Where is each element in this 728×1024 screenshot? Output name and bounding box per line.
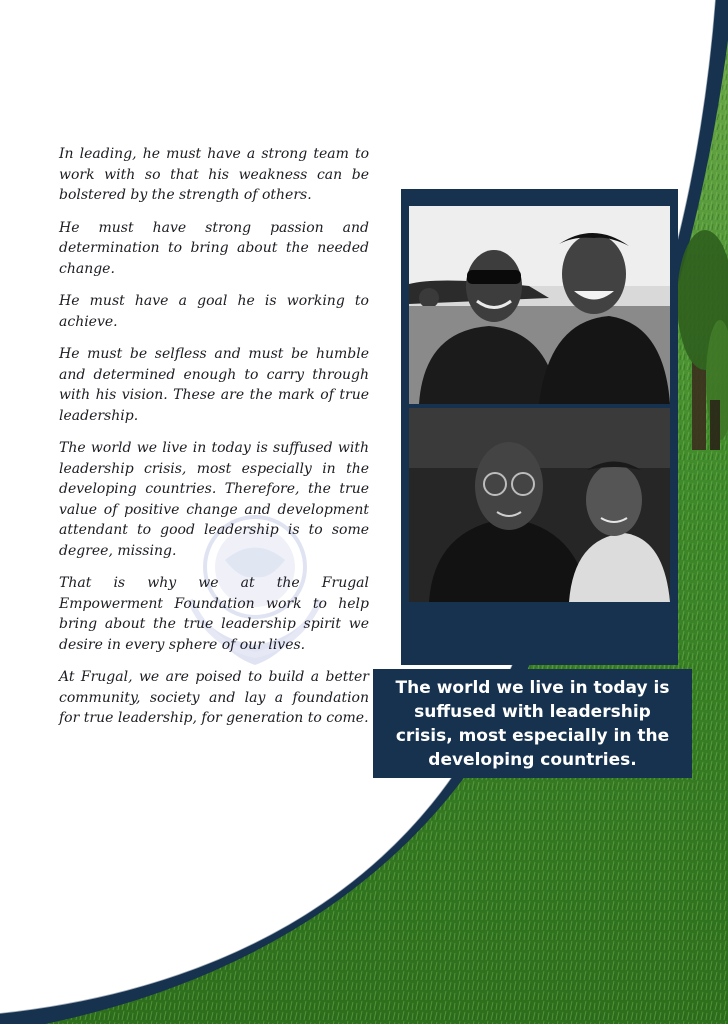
callout-text: The world we live in today is suffused with leadership crisis, most especially in the developing countries. — [395, 677, 670, 770]
body-text — [59, 144, 369, 729]
photo-frame — [401, 189, 678, 665]
paragraph-frugal: At Frugal, we are poised to build a better community, society and lay a foundation for true leadership, for generation to come. — [59, 669, 369, 726]
photo-bottom — [409, 408, 670, 602]
callout-quote — [373, 669, 692, 778]
paragraph-passion: He must have strong passion and determination to bring about the needed change. — [59, 219, 369, 277]
paragraph-team: In leading, he must have a strong team to work with so that his weakness can be bolstered by the strength of others. — [59, 146, 369, 203]
paragraph-goal: He must have a goal he is working to achieve. — [59, 293, 369, 330]
paragraph-foundation: That is why we at the Frugal Empowerment Foundation work to help bring about the true leadership spirit we desire in every sphere of our lives. — [59, 575, 369, 653]
paragraph-crisis: The world we live in today is suffused with leadership crisis, most especially in the developing countries. Therefore, the true value of positive change and development attendant to good leadership is to some degree, missing. — [59, 440, 369, 559]
paragraph-selfless: He must be selfless and must be humble and determined enough to carry through with his vision. These are the mark of true leadership. — [59, 346, 369, 424]
photo-top — [409, 206, 670, 404]
